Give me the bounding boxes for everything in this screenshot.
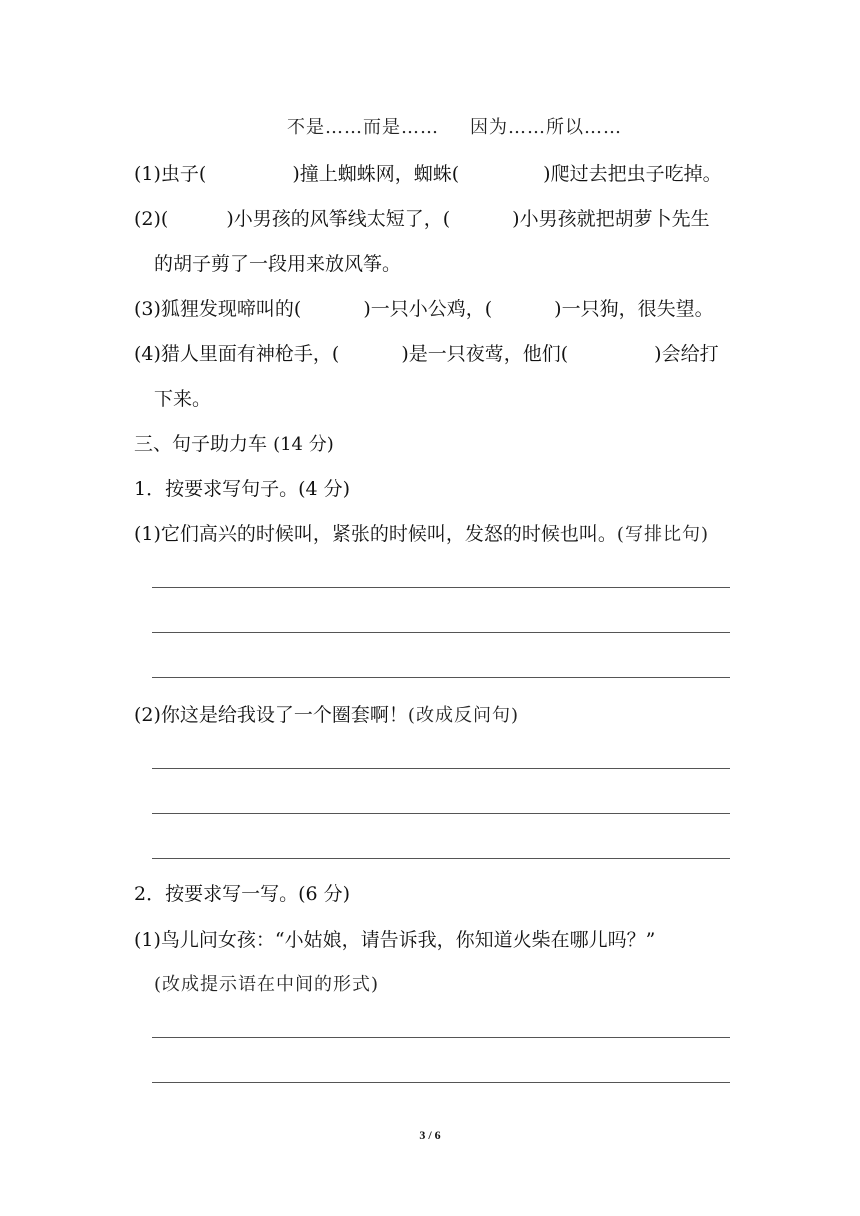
task-1-title: 1．按要求写句子。(4 分) [134, 478, 351, 500]
section-title: 三、句子助力车 [134, 433, 268, 455]
section-heading [134, 432, 334, 457]
task-2-item-1: (1)鸟儿问女孩：“小姑娘，请告诉我，你知道火柴在哪儿吗？” [134, 929, 656, 951]
question-text: )会给打 [654, 343, 719, 365]
question-text: )一只狗，很失望。 [554, 298, 714, 320]
item-text: (2)你这是给我设了一个圈套啊！ [134, 704, 408, 726]
page-number: 3 / 6 [419, 1128, 441, 1142]
task-1-item-1 [134, 522, 709, 547]
task-1-item-2 [134, 703, 519, 728]
item-instruction: (改成反问句) [407, 705, 519, 726]
task-2-title: 2．按要求写一写。(6 分) [134, 883, 351, 905]
question-number: (4) [134, 343, 161, 365]
section-points: (14 分) [273, 434, 334, 455]
answer-line[interactable] [152, 768, 730, 769]
fill-question-4-continued: 下来。 [154, 388, 212, 410]
question-text: 猎人里面有神枪手，( [160, 343, 340, 365]
answer-line[interactable] [152, 677, 730, 678]
answer-line[interactable] [152, 632, 730, 633]
answer-line[interactable] [152, 858, 730, 859]
word-bank-pair-2: 因为……所以…… [470, 117, 622, 138]
fill-question-2 [134, 207, 710, 231]
question-text: )小男孩就把胡萝卜先生 [512, 208, 710, 230]
question-number: (2) [134, 208, 161, 230]
question-text: ( [160, 208, 169, 230]
question-text: )爬过去把虫子吃掉。 [543, 163, 722, 185]
question-text: )一只小公鸡，( [363, 298, 493, 320]
question-text: )小男孩的风筝线太短了，( [226, 208, 451, 230]
item-instruction: (改成提示语在中间的形式) [154, 974, 380, 995]
answer-line[interactable] [152, 813, 730, 814]
question-text: 狐狸发现啼叫的( [160, 298, 302, 320]
question-text: )撞上蜘蛛网，蜘蛛( [292, 163, 460, 185]
fill-question-2-continued: 的胡子剪了一段用来放风筝。 [154, 253, 402, 275]
item-instruction: (写排比句) [616, 524, 709, 545]
fill-question-4 [134, 342, 719, 366]
answer-line[interactable] [152, 587, 730, 588]
question-text: 虫子( [160, 163, 207, 185]
answer-line[interactable] [152, 1082, 730, 1083]
word-bank-pair-1: 不是……而是…… [287, 117, 439, 138]
question-number: (3) [134, 298, 161, 320]
item-text: (1)它们高兴的时候叫，紧张的时候叫，发怒的时候也叫。 [134, 523, 617, 545]
question-text: )是一只夜莺，他们( [401, 343, 569, 365]
fill-question-1 [134, 162, 722, 186]
question-number: (1) [134, 163, 161, 185]
fill-question-3 [134, 297, 714, 321]
answer-line[interactable] [152, 1037, 730, 1038]
